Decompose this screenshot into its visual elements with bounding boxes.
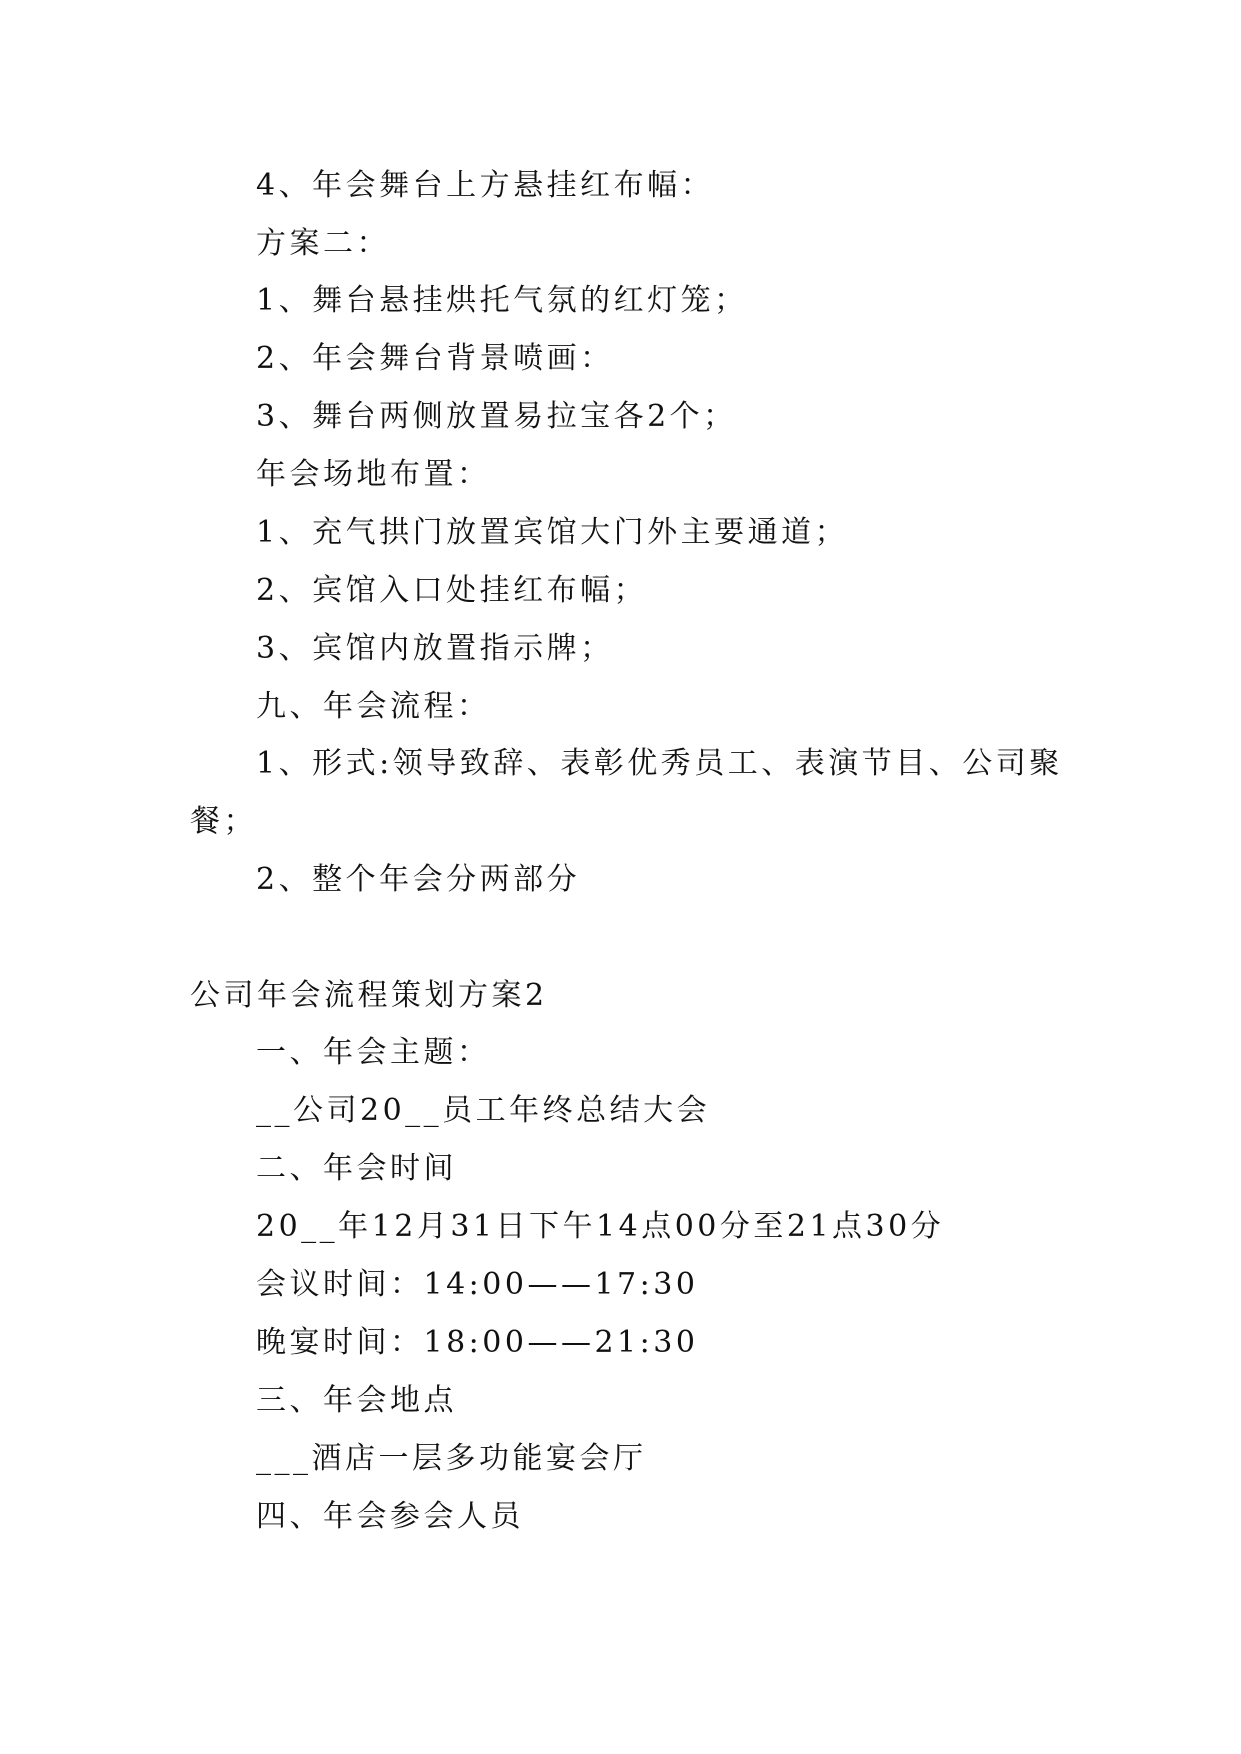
paragraph-line: 三、年会地点 — [256, 1383, 457, 1418]
paragraph-line: 20__年12月31日下午14点00分至21点30分 — [256, 1209, 945, 1244]
paragraph-line: 四、年会参会人员 — [256, 1499, 524, 1534]
paragraph-line: 2、宾馆入口处挂红布幅； — [256, 573, 648, 608]
paragraph-line: __公司20__员工年终总结大会 — [256, 1093, 711, 1128]
paragraph-line: 3、舞台两侧放置易拉宝各2个； — [256, 399, 737, 434]
paragraph-line: 方案二： — [256, 226, 390, 261]
paragraph-line: 一、年会主题： — [256, 1035, 491, 1070]
paragraph-line: 会议时间：14:00——17:30 — [256, 1267, 699, 1302]
paragraph-line: 九、年会流程： — [256, 689, 491, 724]
paragraph-line: 二、年会时间 — [256, 1151, 457, 1186]
paragraph-line: 1、舞台悬挂烘托气氛的红灯笼； — [256, 283, 748, 318]
paragraph-line: 年会场地布置： — [256, 457, 491, 492]
paragraph-line: 餐； — [190, 804, 257, 839]
paragraph-line: ___酒店一层多功能宴会厅 — [256, 1441, 647, 1476]
section-title: 公司年会流程策划方案2 — [190, 978, 548, 1013]
paragraph-line: 1、形式:领导致辞、表彰优秀员工、表演节目、公司聚 — [256, 746, 1063, 781]
paragraph-line: 3、宾馆内放置指示牌； — [256, 631, 614, 666]
paragraph-line: 1、充气拱门放置宾馆大门外主要通道； — [256, 515, 849, 550]
paragraph-line: 晚宴时间：18:00——21:30 — [256, 1325, 699, 1360]
paragraph-line: 2、整个年会分两部分 — [256, 862, 581, 897]
paragraph-line: 4、年会舞台上方悬挂红布幅： — [256, 168, 715, 203]
paragraph-line: 2、年会舞台背景喷画： — [256, 341, 614, 376]
